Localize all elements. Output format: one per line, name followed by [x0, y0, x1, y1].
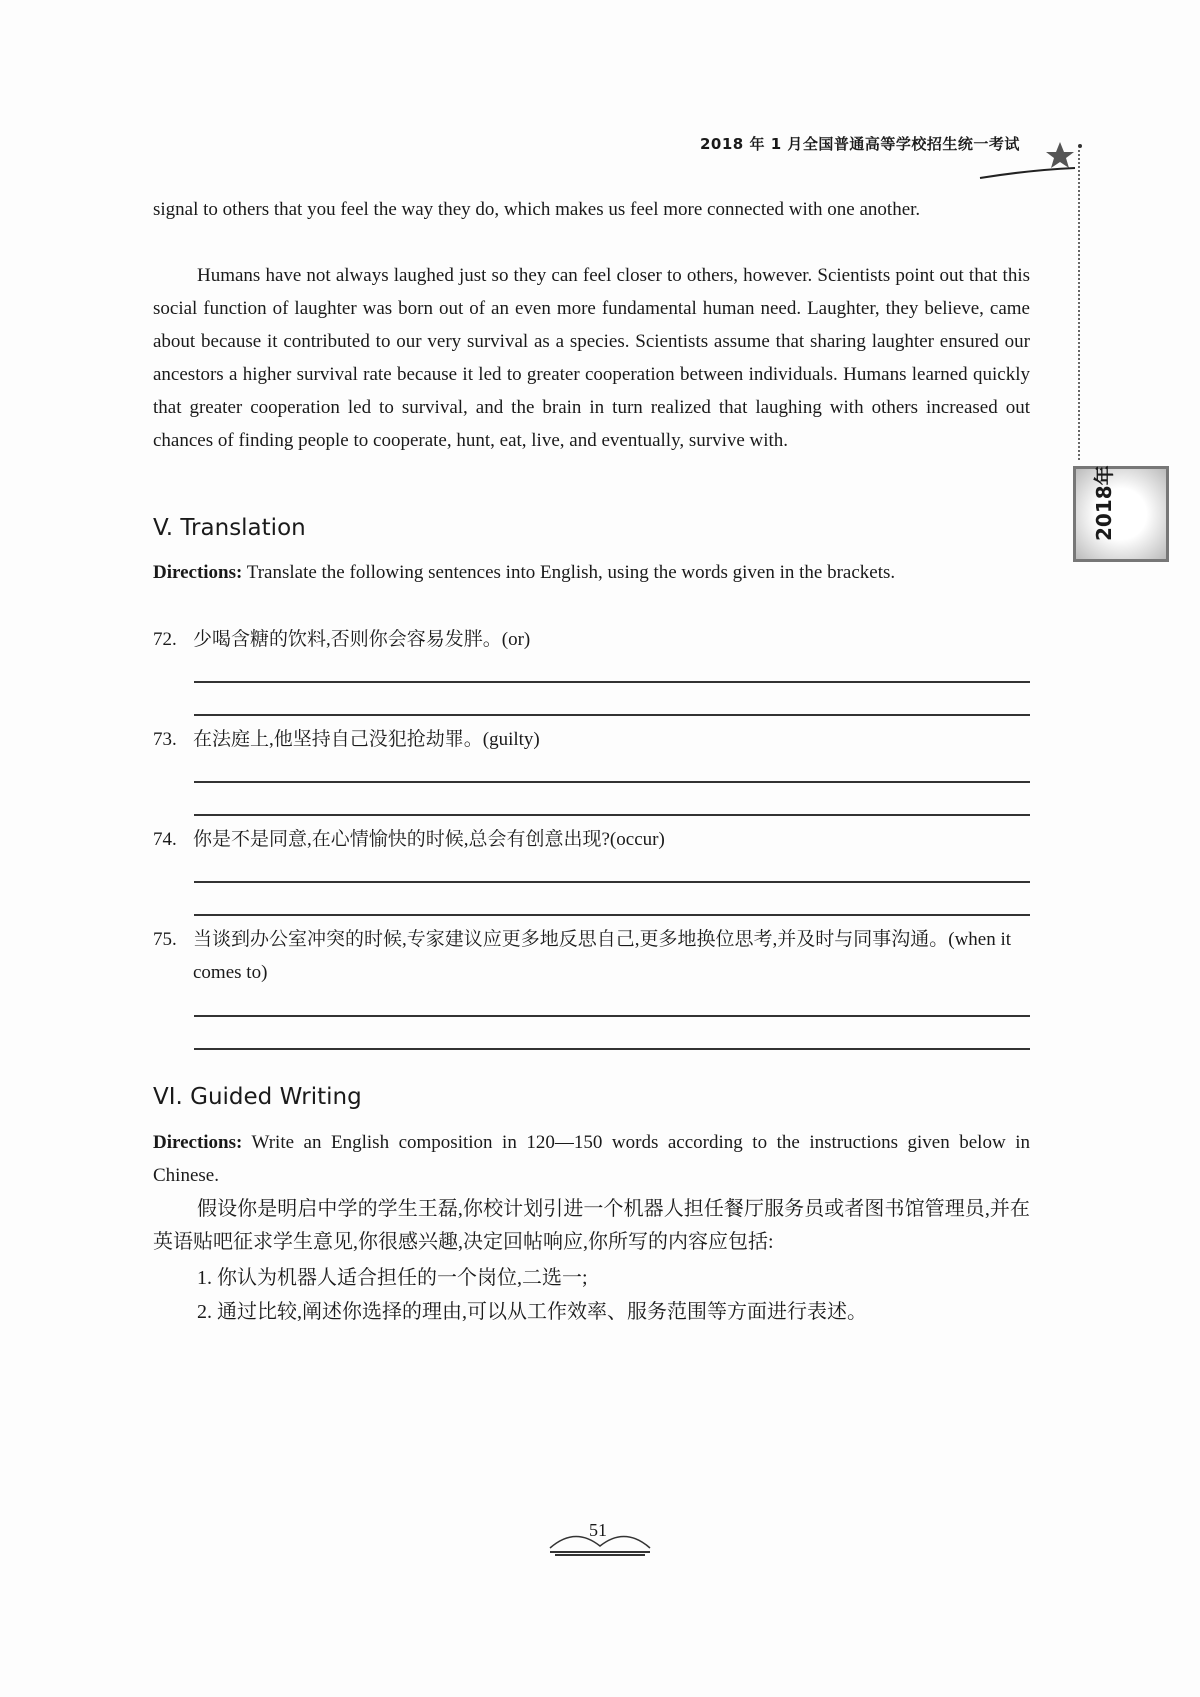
answer-line[interactable]	[194, 714, 1030, 716]
question-number: 73.	[153, 729, 177, 750]
question-text: 少喝含糖的饮料,否则你会容易发胖。(or)	[193, 629, 531, 650]
directions-label: Directions:	[153, 562, 243, 583]
answer-line[interactable]	[194, 881, 1030, 883]
directions-text: Translate the following sentences into English, using the words given in the brackets.	[242, 562, 896, 583]
question-text: 当谈到办公室冲突的时候,专家建议应更多地反思自己,更多地换位思考,并及时与同事沟通。(when it comes to)	[193, 929, 1012, 983]
page-number-badge	[545, 1518, 655, 1558]
answer-line[interactable]	[194, 1048, 1030, 1050]
writing-prompt: 假设你是明启中学的学生王磊,你校计划引进一个机器人担任餐厅服务员或者图书馆管理员,并在英语贴吧征求学生意见,你很感兴趣,决定回帖响应,你所写的内容应包括:	[153, 1198, 1030, 1253]
writing-point: 1. 你认为机器人适合担任的一个岗位,二选一;	[197, 1267, 588, 1289]
running-header: 2018 年 1 月全国普通高等学校招生统一考试	[700, 135, 1020, 153]
question-text: 在法庭上,他坚持自己没犯抢劫罪。(guilty)	[193, 729, 540, 750]
passage-paragraph: Humans have not always laughed just so they can feel closer to others, however. Scientists point out that this social function of laughter was born out of an even more fundamental human need. Laughter, they believe, came about because it contributed to our very survival as a species. Scientists assume that sharing laughter ensured our ancestors a higher survival rate because it led to greater cooperation between individuals. Humans learned quickly that greater cooperation led to survival, and the brain in turn realized that laughing with others increased out chances of finding people to cooperate, hunt, eat, live, and eventually, survive with.	[153, 265, 1030, 451]
year-tab-label: 2018年	[1092, 465, 1116, 541]
question-number: 75.	[153, 929, 177, 950]
section-heading-translation: V. Translation	[153, 515, 306, 541]
writing-directions	[153, 1126, 1030, 1192]
star-decoration-icon	[970, 140, 1090, 180]
writing-point: 2. 通过比较,阐述你选择的理由,可以从工作效率、服务范围等方面进行表述。	[197, 1301, 867, 1323]
question-73	[153, 723, 540, 756]
answer-line[interactable]	[194, 781, 1030, 783]
section-heading-writing: VI. Guided Writing	[153, 1084, 362, 1110]
question-number: 74.	[153, 829, 177, 850]
question-72	[153, 623, 530, 656]
question-text: 你是不是同意,在心情愉快的时候,总会有创意出现?(occur)	[193, 829, 665, 850]
answer-line[interactable]	[194, 914, 1030, 916]
passage-paragraph: signal to others that you feel the way they do, which makes us feel more connected with one another.	[153, 199, 921, 220]
directions-text: Write an English composition in 120—150 words according to the instructions given below in Chinese.	[153, 1132, 1030, 1186]
translation-directions	[153, 556, 1030, 589]
question-number: 72.	[153, 629, 177, 650]
margin-dotted-line	[1078, 150, 1080, 460]
question-75	[153, 923, 1030, 989]
answer-line[interactable]	[194, 1015, 1030, 1017]
year-side-tab	[1073, 466, 1169, 562]
directions-label: Directions:	[153, 1132, 243, 1153]
answer-line[interactable]	[194, 814, 1030, 816]
answer-line[interactable]	[194, 681, 1030, 683]
question-74	[153, 823, 665, 856]
page-number: 51	[589, 1520, 607, 1540]
